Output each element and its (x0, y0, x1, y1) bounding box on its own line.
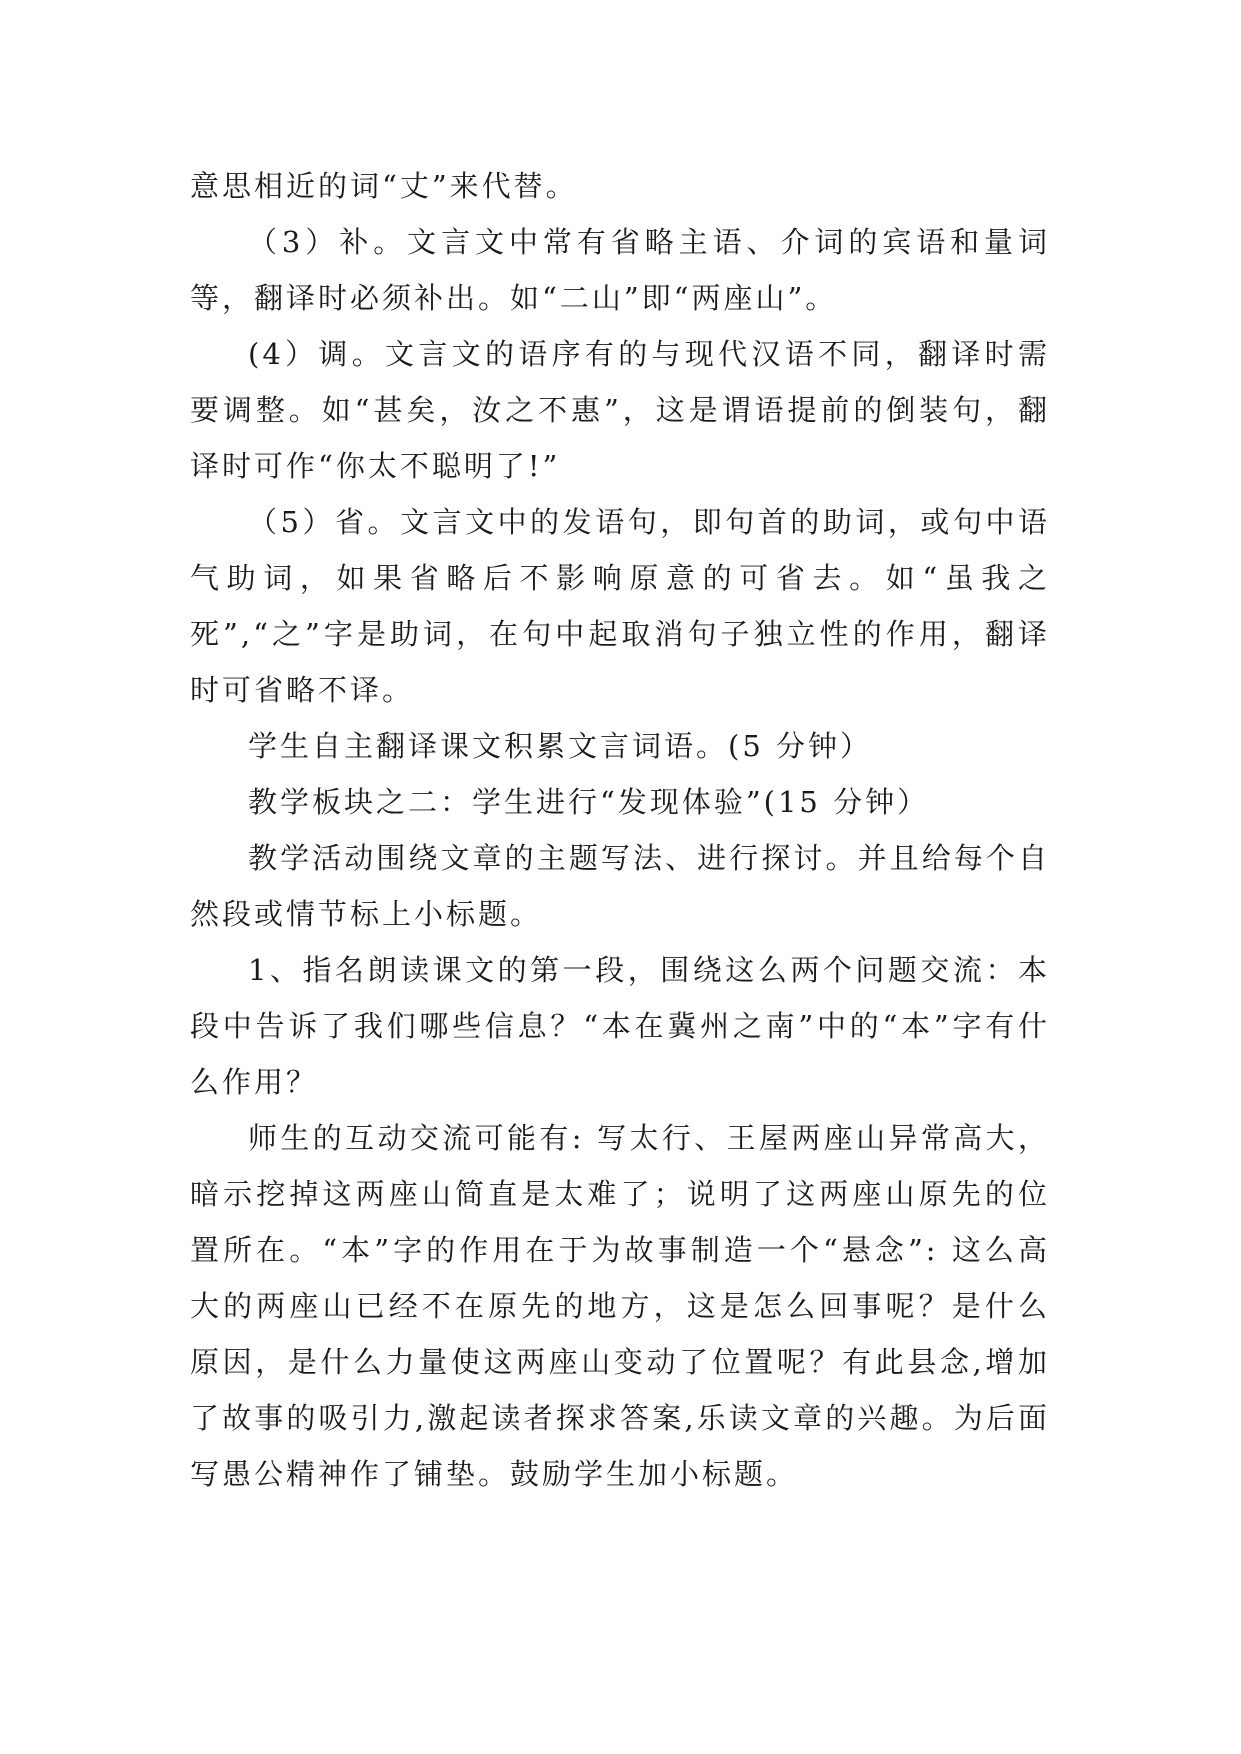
paragraph-activity: 教学活动围绕文章的主题写法、进行探讨。并且给每个自然段或情节标上小标题。 (190, 841, 1050, 931)
paragraph-self-translation: 学生自主翻译课文积累文言词语。(5 分钟） (248, 729, 872, 763)
paragraph-discussion: 师生的互动交流可能有: 写太行、王屋两座山异常高大，暗示挖掉这两座山简直是太难了；说明了这两座山原先的位置所在。“本”字的作用在于为故事制造一个“悬念”: 这么高大的两座山已经不在原先的地方，这是怎么回事呢？是什么原因，是什么力量使这两座山变动了位置呢？有此县念,增加了故事的吸引力,激起读者探求答案,乐读文章的兴趣。为后面写愚公精神作了铺垫。鼓励学生加小标题。 (190, 1121, 1050, 1491)
paragraph-section-two: 教学板块之二：学生进行“发现体验”(15 分钟） (248, 785, 930, 819)
document-body (190, 158, 1050, 1502)
paragraph-question-1: 1、指名朗读课文的第一段，围绕这么两个问题交流：本段中告诉了我们哪些信息？“本在冀州之南”中的“本”字有什么作用？ (190, 953, 1050, 1099)
paragraph-point-5: （5）省。文言文中的发语句，即句首的助词，或句中语气助词，如果省略后不影响原意的可省去。如“虽我之死”,“之”字是助词，在句中起取消句子独立性的作用，翻译时可省略不译。 (190, 505, 1050, 707)
paragraph-point-4: (4）调。文言文的语序有的与现代汉语不同，翻译时需要调整。如“甚矣，汝之不惠”，这是谓语提前的倒装句，翻译时可作“你太不聪明了!” (190, 337, 1050, 483)
paragraph-point-3: （3）补。文言文中常有省略主语、介词的宾语和量词等，翻译时必须补出。如“二山”即“两座山”。 (190, 225, 1050, 315)
paragraph-continued: 意思相近的词“丈”来代替。 (190, 169, 578, 203)
